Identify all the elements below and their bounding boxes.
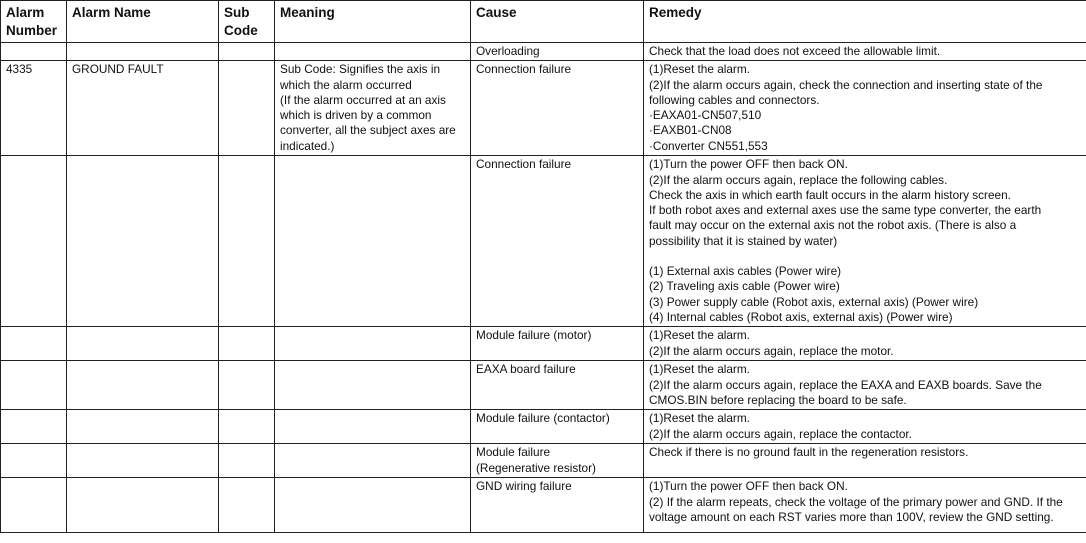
remedy-line: (1)Reset the alarm. xyxy=(649,328,750,343)
header-row xyxy=(1,1,1086,43)
remedy-line: (2)If the alarm occurs again, replace the contactor. xyxy=(649,426,912,441)
cell-alarm-number xyxy=(1,361,67,410)
cell-meaning xyxy=(275,478,471,533)
remedy-line: (2)If the alarm occurs again, check the connection and inserting state of the xyxy=(649,77,1043,92)
cell-alarm-name xyxy=(67,478,219,533)
cell-meaning xyxy=(275,361,471,410)
remedy-line: voltage amount on each RST varies more than 100V, review the GND setting. xyxy=(649,509,1054,524)
table-row xyxy=(1,361,1086,410)
header-sub-code: Sub Code xyxy=(219,1,275,43)
cell-alarm-number xyxy=(1,156,67,327)
cell-remedy xyxy=(644,410,1086,444)
header-alarm-name: Alarm Name xyxy=(67,1,219,43)
remedy-line: (1)Turn the power OFF then back ON. xyxy=(649,479,848,494)
cell-meaning xyxy=(275,410,471,444)
header-alarm-number: Alarm Number xyxy=(1,1,67,43)
cell-alarm-number xyxy=(1,43,67,61)
remedy-line: (1)Reset the alarm. xyxy=(649,411,750,426)
cell-alarm-name xyxy=(67,327,219,361)
meaning-line: (If the alarm occurred at an axis xyxy=(280,92,446,107)
remedy-spacer xyxy=(649,249,1081,264)
remedy-line: (1)Reset the alarm. xyxy=(649,362,750,377)
table-row xyxy=(1,156,1086,327)
remedy-line: Check if there is no ground fault in the regeneration resistors. xyxy=(649,445,969,460)
table-row xyxy=(1,43,1086,61)
cell-remedy xyxy=(644,444,1086,478)
remedy-line: ·EAXB01-CN08 xyxy=(649,123,732,138)
remedy-line: (2) Traveling axis cable (Power wire) xyxy=(649,279,840,294)
cell-alarm-name: GROUND FAULT xyxy=(67,61,219,156)
remedy-line: following cables and connectors. xyxy=(649,92,820,107)
cell-remedy xyxy=(644,327,1086,361)
cell-cause: Module failure (contactor) xyxy=(471,410,644,444)
remedy-line: (2)If the alarm occurs again, replace the following cables. xyxy=(649,172,948,187)
table-row xyxy=(1,61,1086,156)
remedy-line: possibility that it is stained by water) xyxy=(649,233,838,248)
remedy-line: (2) If the alarm repeats, check the voltage of the primary power and GND. If the xyxy=(649,494,1063,509)
cell-alarm-number xyxy=(1,444,67,478)
cell-alarm-number xyxy=(1,478,67,533)
cause-line: (Regenerative resistor) xyxy=(476,460,596,475)
cell-remedy xyxy=(644,61,1086,156)
cell-sub-code xyxy=(219,43,275,61)
cell-cause xyxy=(471,444,644,478)
cell-cause: Overloading xyxy=(471,43,644,61)
cell-cause: Connection failure xyxy=(471,156,644,327)
meaning-line: Sub Code: Signifies the axis in xyxy=(280,62,441,77)
meaning-line: converter, all the subject axes are xyxy=(280,123,456,138)
table-row xyxy=(1,478,1086,533)
remedy-line: fault may occur on the external axis not the robot axis. (There is also a xyxy=(649,218,1017,233)
cell-meaning xyxy=(275,327,471,361)
cell-remedy xyxy=(644,478,1086,533)
meaning-line: which the alarm occurred xyxy=(280,77,412,92)
cell-alarm-name xyxy=(67,361,219,410)
table-row xyxy=(1,444,1086,478)
cell-remedy xyxy=(644,43,1086,61)
cell-remedy xyxy=(644,156,1086,327)
cause-line: Module failure xyxy=(476,445,551,460)
cell-alarm-name xyxy=(67,156,219,327)
remedy-line: (1)Reset the alarm. xyxy=(649,62,750,77)
remedy-line: (2)If the alarm occurs again, replace the EAXA and EAXB boards. Save the xyxy=(649,377,1042,392)
cell-alarm-number xyxy=(1,327,67,361)
remedy-line: (3) Power supply cable (Robot axis, external axis) (Power wire) xyxy=(649,294,979,309)
cell-cause: Module failure (motor) xyxy=(471,327,644,361)
cell-sub-code xyxy=(219,327,275,361)
remedy-line: (1) External axis cables (Power wire) xyxy=(649,264,842,279)
cell-sub-code xyxy=(219,444,275,478)
cell-cause: EAXA board failure xyxy=(471,361,644,410)
cell-remedy xyxy=(644,361,1086,410)
cell-cause: GND wiring failure xyxy=(471,478,644,533)
cell-alarm-name xyxy=(67,43,219,61)
header-cause: Cause xyxy=(471,1,644,43)
cell-alarm-number xyxy=(1,410,67,444)
cell-sub-code xyxy=(219,478,275,533)
cell-alarm-name xyxy=(67,410,219,444)
cell-sub-code xyxy=(219,61,275,156)
table-row xyxy=(1,327,1086,361)
cell-meaning xyxy=(275,444,471,478)
remedy-line: (4) Internal cables (Robot axis, external axis) (Power wire) xyxy=(649,309,953,324)
remedy-line: (2)If the alarm occurs again, replace the motor. xyxy=(649,343,894,358)
header-remedy: Remedy xyxy=(644,1,1086,43)
cell-meaning xyxy=(275,156,471,327)
cell-sub-code xyxy=(219,410,275,444)
cell-cause: Connection failure xyxy=(471,61,644,156)
cell-alarm-number: 4335 xyxy=(1,61,67,156)
cell-meaning xyxy=(275,43,471,61)
remedy-line: Check the axis in which earth fault occurs in the alarm history screen. xyxy=(649,187,1011,202)
remedy-line: Check that the load does not exceed the allowable limit. xyxy=(649,44,941,58)
meaning-line: which is driven by a common xyxy=(280,108,432,123)
cell-sub-code xyxy=(219,156,275,327)
cell-alarm-name xyxy=(67,444,219,478)
remedy-line: CMOS.BIN before replacing the board to be safe. xyxy=(649,392,907,407)
header-meaning: Meaning xyxy=(275,1,471,43)
remedy-line: If both robot axes and external axes use the same type converter, the earth xyxy=(649,203,1042,218)
meaning-line: indicated.) xyxy=(280,138,335,153)
cell-sub-code xyxy=(219,361,275,410)
table-row xyxy=(1,410,1086,444)
cell-meaning xyxy=(275,61,471,156)
remedy-line: (1)Turn the power OFF then back ON. xyxy=(649,157,848,172)
remedy-line: ·EAXA01-CN507,510 xyxy=(649,108,762,123)
remedy-line: ·Converter CN551,553 xyxy=(649,138,768,153)
